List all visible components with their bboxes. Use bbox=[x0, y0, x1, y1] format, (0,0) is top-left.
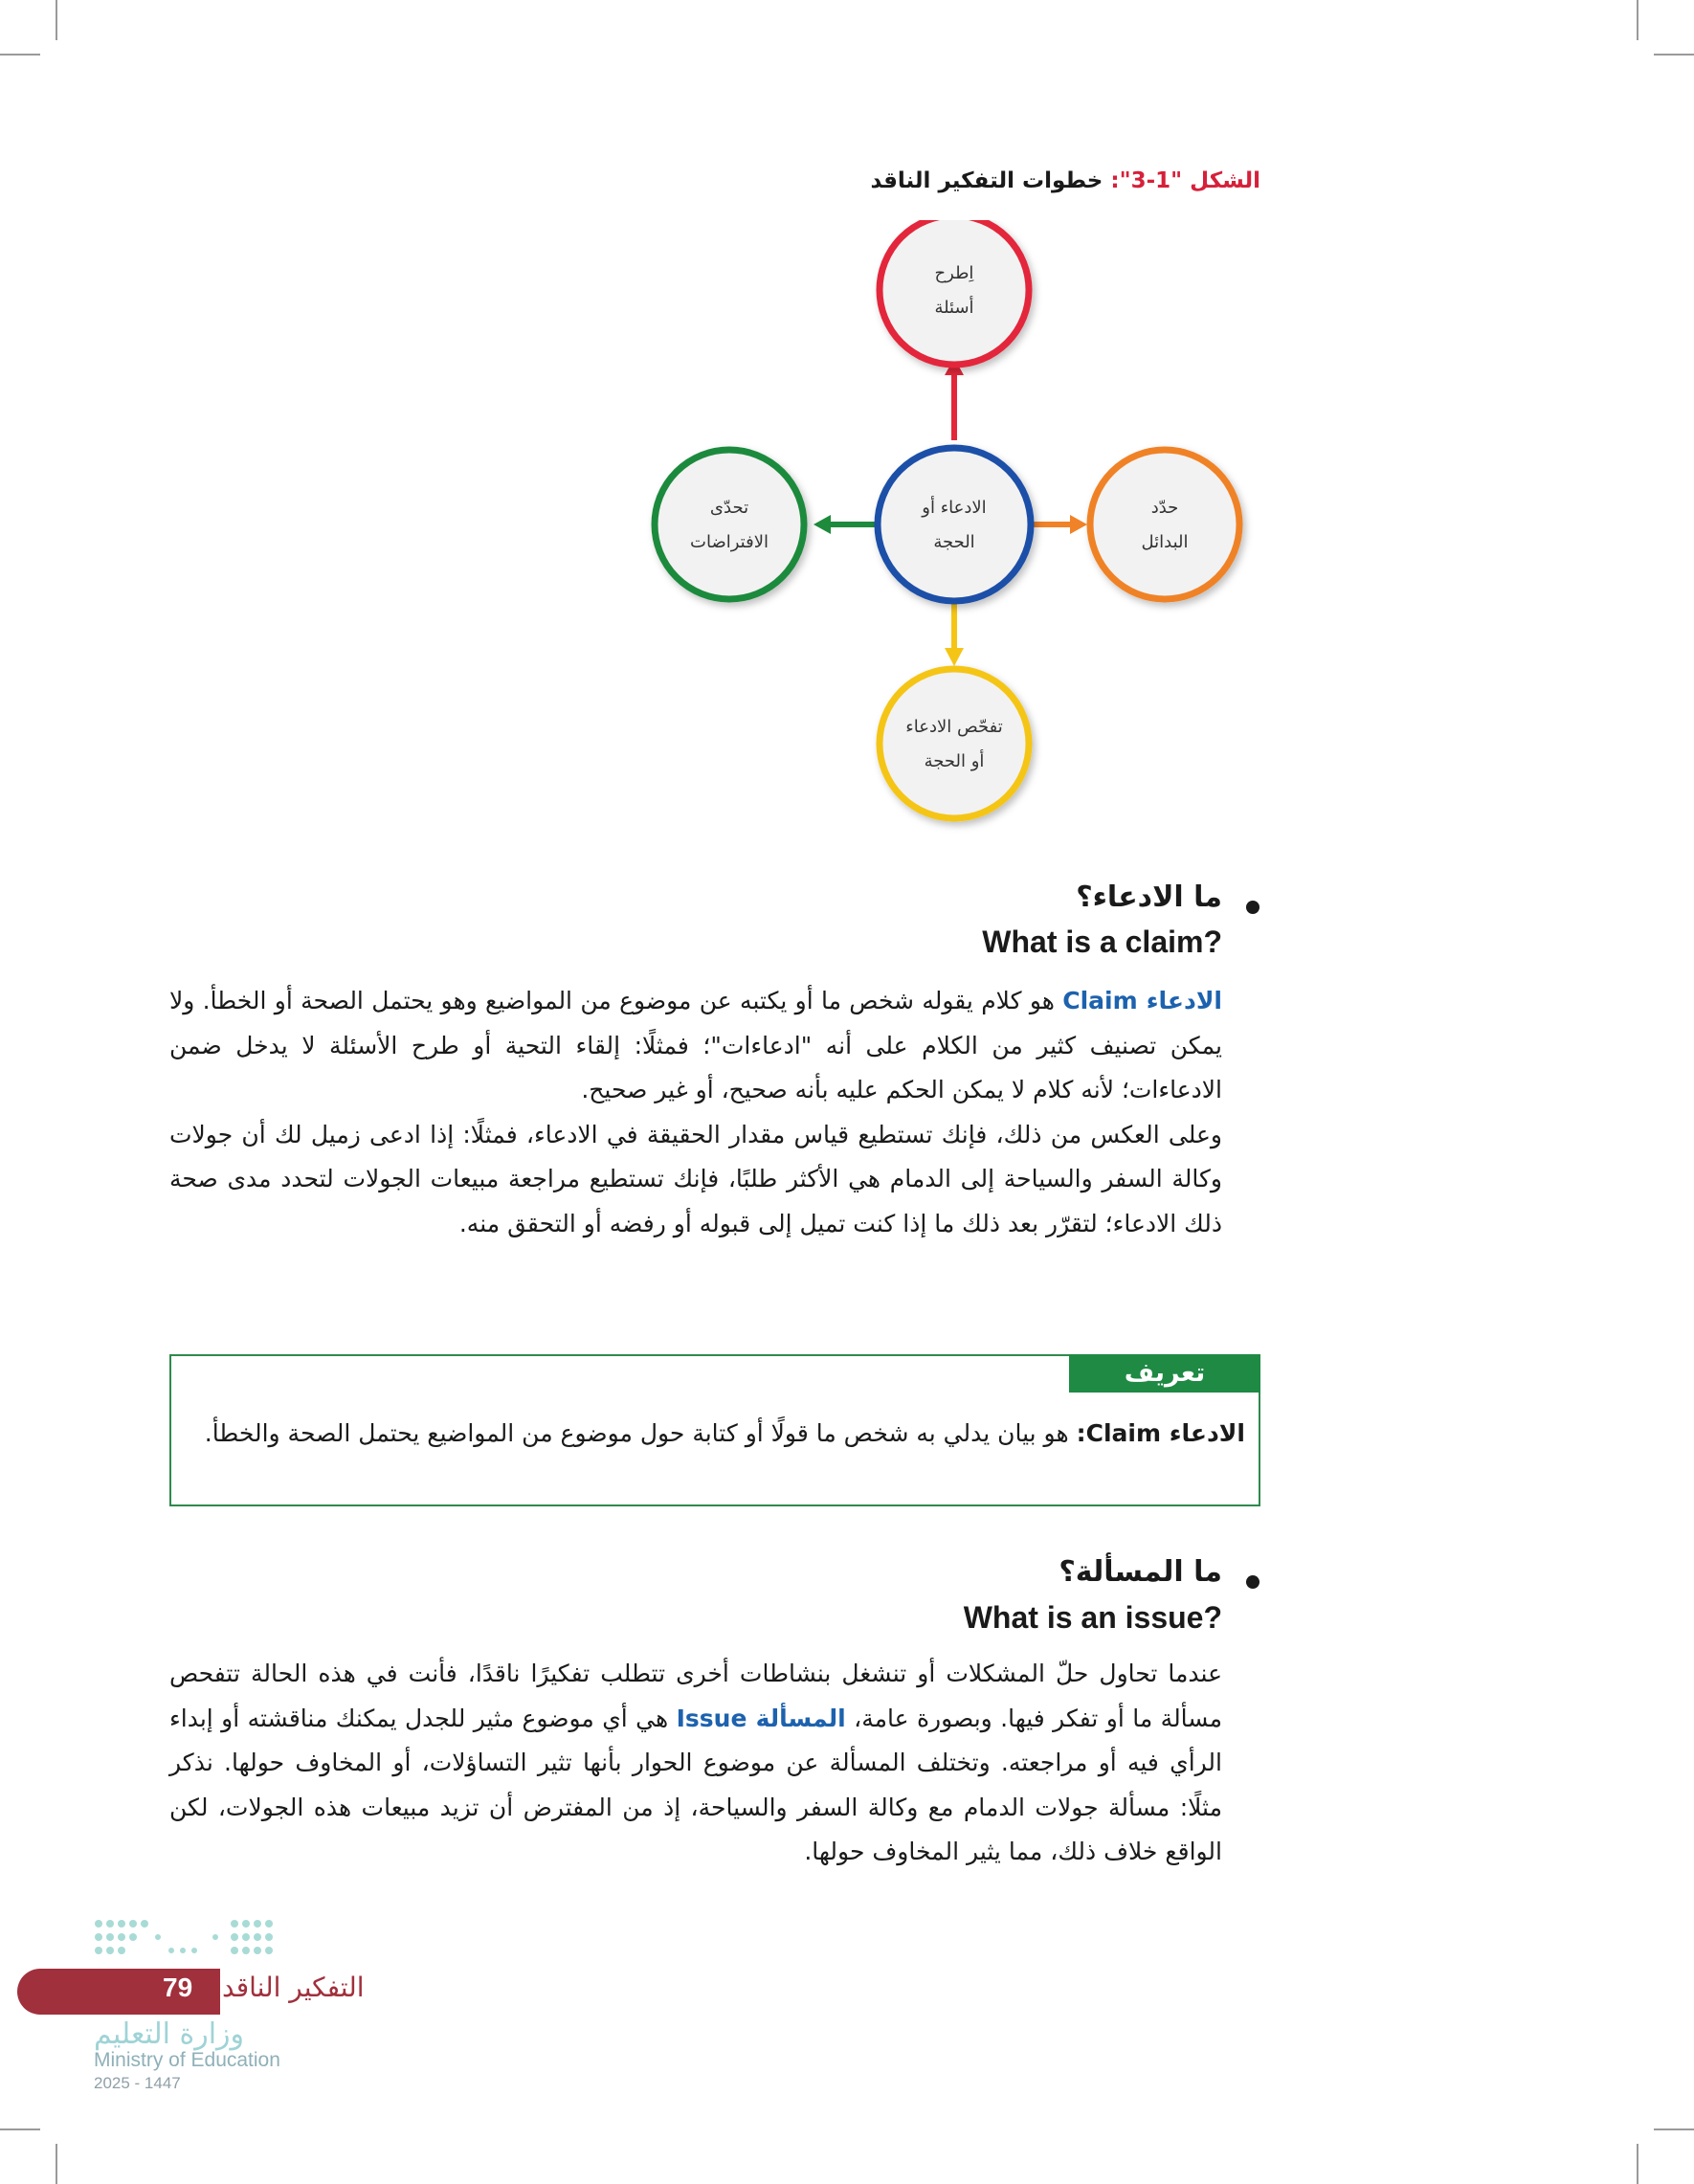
circle-right-label bbox=[1088, 491, 1241, 560]
arrow-down-head bbox=[945, 648, 964, 666]
ministry-year: 2025 - 1447 bbox=[94, 2074, 181, 2092]
section1-para2: وعلى العكس من ذلك، فإنك تستطيع قياس مقدار الحقيقة في الادعاء، فمثلًا: إذا ادعى زميل لك أن جولات وكالة السفر والسياحة إلى الدمام هي الأكثر طلبًا، فإنك تستطيع مراجعة مبيعات الجولات لتحدد مدى صحة ذلك الادعاء؛ لتقرّر بعد ذلك ما إذا كنت تميل إلى قبوله أو رفضه أو التحقق منه. bbox=[169, 1120, 1222, 1237]
arrow-right-head bbox=[1070, 515, 1087, 534]
section1-title-ar: ما الادعاء؟ bbox=[1076, 880, 1222, 914]
section2-text-before: عندما تحاول حلّ المشكلات أو تنشغل بنشاطات أخرى تتطلب تفكيرًا ناقدًا، فأنت في هذه الحالة تتفحص مسألة ما أو تفكر فيها. وبصورة عامة، bbox=[169, 1660, 1222, 1732]
figure-label: الشكل "1-3": bbox=[1110, 168, 1260, 193]
crop-mark bbox=[0, 54, 40, 56]
definition-text bbox=[188, 1412, 1245, 1455]
section2-text-after: هي أي موضوع مثير للجدل يمكنك مناقشته أو إبداء الرأي فيه أو مراجعته. وتختلف المسألة عن موضوع الحوار بأنها تثير التساؤلات، أو المخاوف حولها. نذكر مثلًا: مسألة جولات الدمام مع وكالة السفر والسياحة، إذ من المفترض أن تزيد مبيعات هذه الجولات، لكن الواقع خلاف ذلك، مما يثير المخاوف حولها. bbox=[169, 1704, 1222, 1865]
bullet-dot bbox=[1246, 1575, 1259, 1589]
footer-book-title: التفكير الناقد bbox=[222, 1972, 365, 2003]
arrow-right bbox=[1034, 515, 1087, 534]
circle-left-line1: تحدّى bbox=[709, 498, 749, 518]
crop-mark bbox=[1654, 54, 1694, 56]
crop-mark bbox=[56, 0, 57, 40]
section1-paragraph bbox=[169, 979, 1222, 1246]
circle-right-line2: البدائل bbox=[1141, 532, 1189, 552]
arrow-up bbox=[945, 358, 964, 440]
figure-caption bbox=[871, 168, 1260, 193]
claim-term: الادعاء Claim bbox=[1062, 987, 1222, 1014]
circle-center-line2: الحجة bbox=[933, 532, 975, 552]
crop-mark bbox=[0, 2128, 40, 2130]
arrow-down bbox=[945, 603, 964, 666]
circle-top-label bbox=[878, 256, 1031, 325]
definition-tab: تعريف bbox=[1069, 1354, 1260, 1393]
crop-mark bbox=[1637, 0, 1638, 40]
circle-center-line1: الادعاء أو bbox=[922, 498, 987, 518]
section2-paragraph bbox=[169, 1652, 1222, 1875]
ministry-name-en: Ministry of Education bbox=[94, 2049, 280, 2071]
circle-left-label bbox=[653, 491, 806, 560]
ministry-logo-dots bbox=[91, 1916, 301, 1973]
circle-bottom-line2: أو الحجة bbox=[924, 751, 985, 771]
crop-mark bbox=[56, 2144, 57, 2184]
section1-para1: هو كلام يقوله شخص ما أو يكتبه عن موضوع من المواضيع وهو يحتمل الصحة أو الخطأ. ولا يمكن تصنيف كثير من الكلام على أنه "ادعاءات"؛ فمثلًا: إلقاء التحية أو طرح الأسئلة لا يدخل ضمن الادعاءات؛ لأنه كلام لا يمكن الحكم عليه بأنه صحيح، أو غير صحيح. bbox=[169, 987, 1222, 1103]
crop-mark bbox=[1654, 2128, 1694, 2130]
circle-bottom-label bbox=[878, 710, 1031, 779]
definition-box bbox=[169, 1354, 1260, 1506]
issue-term: المسألة Issue bbox=[676, 1704, 846, 1732]
circle-bottom-line1: تفحّص الادعاء bbox=[905, 717, 1003, 737]
circle-top-line1: اِطرح bbox=[934, 263, 974, 283]
circle-right-line1: حدّد bbox=[1150, 498, 1179, 518]
critical-thinking-diagram bbox=[632, 220, 1282, 842]
bullet-dot bbox=[1246, 901, 1259, 914]
definition-body: هو بيان يدلي به شخص ما قولًا أو كتابة حول موضوع من المواضيع يحتمل الصحة والخطأ. bbox=[204, 1419, 1069, 1447]
section2-title-ar: ما المسألة؟ bbox=[1059, 1555, 1222, 1589]
circle-top-line2: أسئلة bbox=[934, 298, 974, 318]
section1-title-en: What is a claim? bbox=[982, 925, 1222, 959]
figure-title: خطوات التفكير الناقد bbox=[870, 168, 1103, 193]
arrow-left bbox=[814, 515, 876, 534]
arrow-left-head bbox=[814, 515, 831, 534]
ministry-name-ar: وزارة التعليم bbox=[94, 2017, 245, 2051]
circle-left-line2: الافتراضات bbox=[690, 532, 769, 552]
section2-title-en: What is an issue? bbox=[963, 1600, 1222, 1635]
page-number: 79 bbox=[163, 1972, 193, 2002]
circle-center-label bbox=[878, 491, 1031, 560]
definition-term: الادعاء Claim: bbox=[1076, 1419, 1245, 1447]
crop-mark bbox=[1637, 2144, 1638, 2184]
